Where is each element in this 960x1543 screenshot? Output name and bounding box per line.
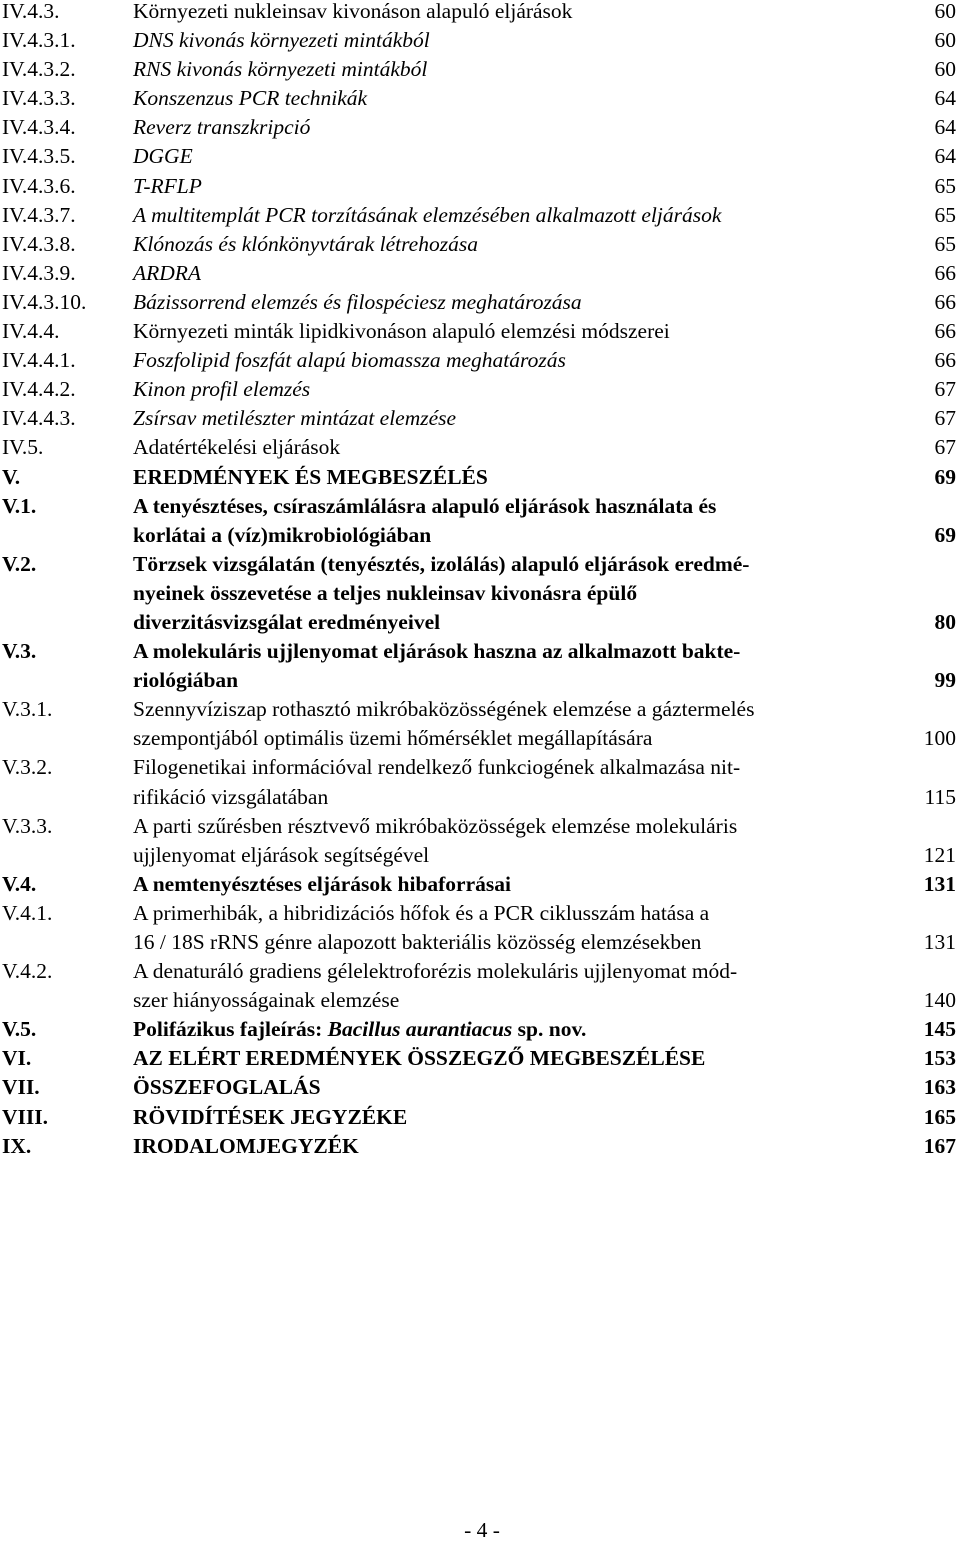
toc-entry-page: 100 — [923, 726, 956, 751]
toc-entry-page: 67 — [934, 435, 956, 460]
toc-entry-page: 66 — [934, 260, 956, 285]
toc-entry-title-text: T-RFLP — [133, 173, 202, 198]
toc-entry-title-text: Kinon profil elemzés — [133, 377, 311, 402]
toc-entry-number: V.3.2. — [2, 755, 53, 780]
toc-entry-title — [133, 288, 956, 317]
toc-entry-number: IV.4.3. — [2, 0, 60, 23]
toc-entry-title-text: Polifázikus fajleírás: — [133, 1017, 328, 1042]
toc-entry[interactable] — [2, 433, 956, 462]
toc-entry-title — [133, 463, 956, 492]
toc-entry-page: 153 — [923, 1046, 956, 1071]
toc-entry-number: VIII. — [2, 1104, 49, 1129]
toc-entry-page: 67 — [934, 406, 956, 431]
toc-entry-title — [133, 172, 956, 201]
toc-entry-number: V.3.3. — [2, 813, 53, 838]
toc-entry-title-line — [133, 1073, 894, 1102]
toc-entry-title-text: ujjlenyomat eljárások segítségével — [133, 842, 430, 867]
toc-entry[interactable] — [2, 346, 956, 375]
toc-entry-number: V.4.1. — [2, 900, 53, 925]
toc-entry-number: IV.4.3.7. — [2, 202, 76, 227]
toc-entry-number: IV.4.4. — [2, 319, 60, 344]
toc-entry-title — [133, 317, 956, 346]
toc-entry-title-text: A molekuláris ujjlenyomat eljárások haszna az alkalmazott bakte- — [133, 639, 741, 664]
toc-entry-title-line — [133, 259, 894, 288]
toc-entry-page: 64 — [934, 115, 956, 140]
toc-entry-title-line — [133, 957, 894, 986]
page-number: - 4 - — [464, 1518, 500, 1542]
toc-entry[interactable] — [2, 26, 956, 55]
toc-entry-title-line — [133, 870, 894, 899]
toc-entry-title-line — [133, 608, 894, 637]
toc-entry-title-text: AZ ELÉRT EREDMÉNYEK ÖSSZEGZŐ MEGBESZÉLÉSE — [133, 1046, 706, 1071]
toc-entry-number: IV.4.3.1. — [2, 28, 76, 53]
toc-entry-title — [133, 84, 956, 113]
toc-entry-title-line — [133, 637, 894, 666]
toc-entry-title — [133, 899, 956, 957]
toc-entry-title — [133, 346, 956, 375]
toc-entry[interactable] — [2, 113, 956, 142]
toc-entry[interactable] — [2, 0, 956, 26]
toc-entry-title-line — [133, 288, 894, 317]
toc-entry-title-text: ARDRA — [133, 260, 202, 285]
toc-entry-title-text: Adatértékelési eljárások — [133, 435, 341, 460]
toc-entry-number: IV.4.3.6. — [2, 173, 76, 198]
toc-entry-number: IV.4.4.1. — [2, 348, 76, 373]
toc-entry-title-line — [133, 812, 894, 841]
toc-entry[interactable] — [2, 1073, 956, 1102]
toc-entry-title — [133, 1073, 956, 1102]
toc-entry-title-text: Foszfolipid foszfát alapú biomassza meghatározás — [133, 348, 566, 373]
toc-entry-title-text: RNS kivonás környezeti mintákból — [133, 57, 428, 82]
toc-entry-title-text: diverzitásvizsgálat eredményeivel — [133, 609, 441, 634]
toc-entry-number: V.3. — [2, 639, 37, 664]
toc-entry-title — [133, 550, 956, 637]
toc-entry-title-text: Bázissorrend elemzés és filospéciesz meghatározása — [133, 289, 582, 314]
toc-entry[interactable] — [2, 55, 956, 84]
toc-entry-page: 65 — [934, 202, 956, 227]
toc-entry-title-text: Konszenzus PCR technikák — [133, 86, 368, 111]
toc-entry-title-line — [133, 1044, 894, 1073]
toc-entry-title-line — [133, 666, 894, 695]
toc-entry-title-line — [133, 1103, 894, 1132]
toc-entry-number: IV.4.3.8. — [2, 231, 76, 256]
toc-entry-title — [133, 1132, 956, 1161]
toc-entry-title — [133, 142, 956, 171]
toc-entry-number: V. — [2, 464, 21, 489]
toc-entry[interactable] — [2, 1132, 956, 1161]
toc-entry-title-line — [133, 695, 894, 724]
toc-entry-title-line — [133, 201, 894, 230]
toc-entry[interactable] — [2, 463, 956, 492]
toc-entry[interactable] — [2, 172, 956, 201]
toc-entry-title — [133, 404, 956, 433]
toc-entry-page: 131 — [923, 930, 956, 954]
toc-entry-title-line — [133, 463, 894, 492]
toc-entry-page: 69 — [934, 464, 956, 489]
toc-entry[interactable] — [2, 550, 956, 637]
toc-entry-title-line — [133, 783, 894, 812]
toc-entry[interactable] — [2, 288, 956, 317]
toc-entry[interactable] — [2, 404, 956, 433]
toc-entry-number: IV.4.3.10. — [2, 289, 87, 314]
toc-entry-title-line — [133, 724, 894, 753]
toc-entry-title-text: korlátai a (víz)mikrobiológiában — [133, 522, 432, 547]
toc-entry-title — [133, 695, 956, 753]
toc-entry-page: 64 — [934, 86, 956, 111]
toc-entry-page: 66 — [934, 319, 956, 344]
toc-entry-number: V.4. — [2, 871, 37, 896]
toc-entry-number: IX. — [2, 1133, 32, 1158]
toc-entry-title-line — [133, 550, 894, 579]
toc-entry-title-line — [133, 404, 894, 433]
toc-entry[interactable] — [2, 201, 956, 230]
toc-entry-title-text: Filogenetikai információval rendelkező funkciogének alkalmazása nit- — [133, 755, 741, 780]
toc-entry-page: 115 — [924, 784, 956, 809]
toc-entry[interactable] — [2, 753, 956, 811]
toc-entry-page: 145 — [923, 1017, 956, 1042]
toc-entry-number: V.1. — [2, 493, 37, 518]
toc-entry-title — [133, 1015, 956, 1044]
toc-entry[interactable] — [2, 1044, 956, 1073]
toc-entry-title — [133, 201, 956, 230]
toc-entry-title-text: DNS kivonás környezeti mintákból — [133, 28, 430, 53]
toc-entry-page: 60 — [934, 0, 956, 23]
table-of-contents — [2, 0, 956, 1161]
toc-entry-title-line — [133, 1132, 894, 1161]
toc-entry-page: 66 — [934, 348, 956, 373]
toc-entry-title-text: riológiában — [133, 668, 239, 693]
toc-entry-title-line — [133, 113, 894, 142]
toc-entry-page: 65 — [934, 231, 956, 256]
toc-entry[interactable] — [2, 870, 956, 899]
toc-entry-title-text: Törzsek vizsgálatán (tenyésztés, izolálás) alapuló eljárások eredmé- — [133, 551, 750, 576]
toc-entry-title — [133, 26, 956, 55]
toc-entry[interactable] — [2, 1103, 956, 1132]
toc-entry-title-line — [133, 492, 894, 521]
toc-entry-page: 140 — [923, 988, 956, 1013]
toc-entry-page: 64 — [934, 144, 956, 169]
toc-entry[interactable] — [2, 375, 956, 404]
toc-entry-page: 60 — [934, 57, 956, 82]
toc-entry-title — [133, 259, 956, 288]
toc-entry[interactable] — [2, 1015, 956, 1044]
toc-entry-title-line — [133, 346, 894, 375]
toc-entry-title-line — [133, 55, 894, 84]
toc-entry-title-text: A tenyésztéses, csíraszámlálásra alapuló eljárások használata és — [133, 493, 717, 518]
toc-entry[interactable] — [2, 637, 956, 695]
toc-entry-title-line — [133, 375, 894, 404]
toc-entry-title — [133, 957, 956, 1015]
toc-entry-title-line — [133, 579, 894, 608]
toc-entry-page: 99 — [934, 668, 956, 693]
toc-entry-title — [133, 1103, 956, 1132]
toc-entry[interactable] — [2, 812, 956, 870]
toc-entry-title — [133, 812, 956, 870]
toc-entry[interactable] — [2, 695, 956, 753]
toc-entry-title-text: szer hiányosságainak elemzése — [133, 988, 400, 1013]
toc-entry[interactable] — [2, 899, 956, 957]
toc-entry[interactable] — [2, 84, 956, 113]
toc-entry-number: IV.4.3.9. — [2, 260, 76, 285]
toc-entry-title-text: rifikáció vizsgálatában — [133, 784, 329, 809]
toc-entry-title-line — [133, 986, 894, 1015]
toc-entry-title-line — [133, 1015, 894, 1044]
toc-entry-title-text: A multitemplát PCR torzításának elemzésében alkalmazott eljárások — [133, 202, 722, 227]
toc-entry-page: 165 — [923, 1104, 956, 1129]
toc-entry-title-line — [133, 142, 894, 171]
toc-entry-number: IV.4.3.4. — [2, 115, 76, 140]
toc-entry-title-text: ÖSSZEFOGLALÁS — [133, 1075, 321, 1100]
toc-entry-title-text: Szennyvíziszap rothasztó mikróbaközösségének elemzése a gáztermelés — [133, 697, 755, 722]
toc-entry-title-text: EREDMÉNYEK ÉS MEGBESZÉLÉS — [133, 464, 488, 489]
species-suffix: sp. nov. — [512, 1017, 587, 1042]
toc-entry-number: IV.4.3.5. — [2, 144, 76, 169]
toc-entry-title-line — [133, 928, 894, 957]
toc-entry-number: IV.4.4.3. — [2, 406, 76, 431]
toc-entry-title — [133, 492, 956, 550]
toc-entry-title-text: A parti szűrésben résztvevő mikróbaközösségek elemzése molekuláris — [133, 813, 738, 838]
toc-entry-title — [133, 0, 956, 26]
toc-entry-title-text: szempontjából optimális üzemi hőmérséklet megállapítására — [133, 726, 653, 751]
toc-entry-title-text: Reverz transzkripció — [133, 115, 311, 140]
toc-entry-number: IV.4.4.2. — [2, 377, 76, 402]
toc-entry-number: VII. — [2, 1075, 40, 1100]
species-name: Bacillus aurantiacus — [327, 1017, 513, 1042]
toc-entry-page: 65 — [934, 173, 956, 198]
toc-entry-page: 163 — [923, 1075, 956, 1100]
toc-entry[interactable] — [2, 142, 956, 171]
toc-entry-title-text: A denaturáló gradiens gélelektroforézis molekuláris ujjlenyomat mód- — [133, 959, 738, 984]
toc-entry-title — [133, 433, 956, 462]
toc-entry[interactable] — [2, 230, 956, 259]
toc-entry[interactable] — [2, 259, 956, 288]
toc-entry-title — [133, 230, 956, 259]
toc-entry-number: IV.4.3.2. — [2, 57, 76, 82]
toc-entry-title-text: A primerhibák, a hibridizációs hőfok és a PCR ciklusszám hatása a — [133, 900, 710, 925]
toc-entry-page: 131 — [923, 871, 956, 896]
toc-entry-title-line — [133, 521, 894, 550]
toc-entry-title-text: nyeinek összevetése a teljes nukleinsav kivonásra épülő — [133, 580, 638, 605]
toc-entry-title — [133, 113, 956, 142]
toc-entry-title-line — [133, 84, 894, 113]
toc-entry-title-line — [133, 899, 894, 928]
toc-entry-title-text: A nemtenyésztéses eljárások hibaforrásai — [133, 871, 511, 896]
toc-entry-page: 80 — [934, 609, 956, 634]
toc-entry-number: V.4.2. — [2, 959, 53, 984]
toc-entry-title — [133, 753, 956, 811]
toc-entry-title — [133, 55, 956, 84]
toc-entry-title-text: DGGE — [133, 144, 193, 169]
toc-entry-title-text: IRODALOMJEGYZÉK — [133, 1133, 359, 1158]
toc-entry-title-line — [133, 841, 894, 870]
toc-entry-number: V.5. — [2, 1017, 37, 1042]
toc-entry-title-text: Környezeti nukleinsav kivonáson alapuló eljárások — [133, 0, 573, 23]
toc-entry-title-line — [133, 317, 894, 346]
toc-entry-title — [133, 1044, 956, 1073]
toc-entry-title-line — [133, 753, 894, 782]
toc-entry-title — [133, 870, 956, 899]
toc-entry-number: V.2. — [2, 551, 37, 576]
toc-entry-number: IV.4.3.3. — [2, 86, 76, 111]
toc-entry-page: 69 — [934, 522, 956, 547]
toc-entry-page: 67 — [934, 377, 956, 402]
toc-entry-title — [133, 637, 956, 695]
toc-entry[interactable] — [2, 957, 956, 1015]
toc-entry-title-line — [133, 0, 894, 26]
toc-entry-title-line — [133, 172, 894, 201]
toc-entry-title — [133, 375, 956, 404]
toc-entry-title-text: 16 / 18S rRNS génre alapozott bakteriális közösség elemzésekben — [133, 930, 702, 954]
toc-entry-page: 66 — [934, 289, 956, 314]
toc-entry-page: 167 — [923, 1133, 956, 1158]
toc-entry-title-text: Zsírsav metilészter mintázat elemzése — [133, 406, 457, 431]
toc-entry-number: IV.5. — [2, 435, 44, 460]
toc-entry-page: 60 — [934, 28, 956, 53]
toc-entry-number: VI. — [2, 1046, 32, 1071]
toc-entry-title-text: Klónozás és klónkönyvtárak létrehozása — [133, 231, 478, 256]
toc-entry-number: V.3.1. — [2, 697, 53, 722]
toc-entry-page: 121 — [923, 842, 956, 867]
toc-entry-title-line — [133, 433, 894, 462]
toc-entry-title-text: Környezeti minták lipidkivonáson alapuló elemzési módszerei — [133, 319, 670, 344]
toc-entry[interactable] — [2, 317, 956, 346]
toc-entry-title-line — [133, 230, 894, 259]
toc-entry-title-line — [133, 26, 894, 55]
toc-entry-title-text: RÖVIDÍTÉSEK JEGYZÉKE — [133, 1104, 408, 1129]
toc-entry[interactable] — [2, 492, 956, 550]
